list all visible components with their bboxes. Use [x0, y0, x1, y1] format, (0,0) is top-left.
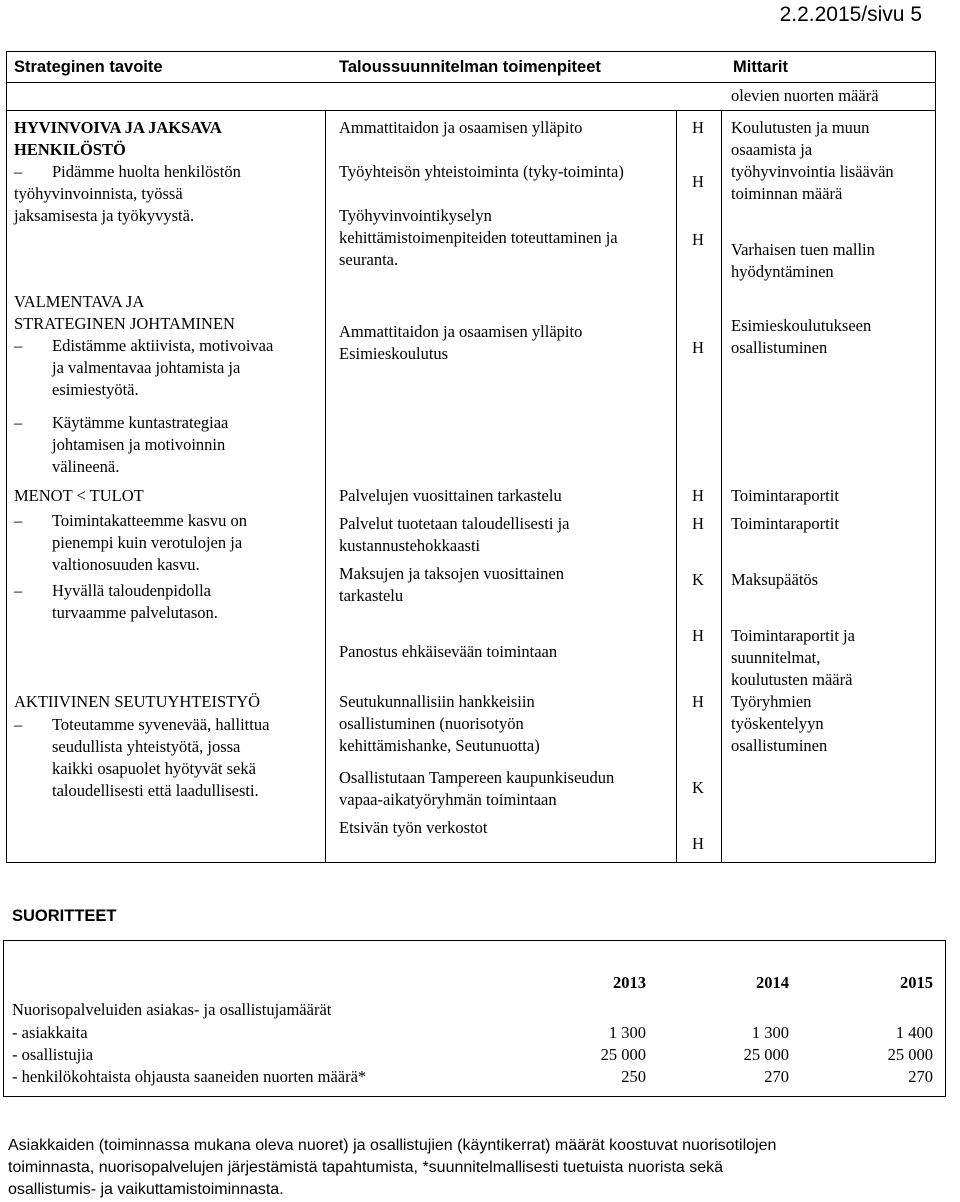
table-cell: 25 000 [743, 1045, 789, 1064]
table-cell: 270 [764, 1067, 789, 1086]
metric-item: Toimintaraportit [731, 486, 839, 505]
goal-title: AKTIIVINEN SEUTUYHTEISTYÖ [14, 692, 261, 711]
year-header: 2015 [900, 973, 933, 992]
footnote: Asiakkaiden (toiminnassa mukana oleva nuoret) ja osallistujien (käyntikerrat) määrät koostuvat nuorisotilojen toiminnasta, nuorisopalvelujen järjestämistä tapahtumista, *suunnitelmallisesti tuetuista nuorista sekä osallistumis- ja vaikuttamistoiminnasta. [8, 1137, 777, 1198]
goal-item: Toimintakatteemme kasvu on pienempi kuin verotulojen ja valtionosuuden kasvu. [52, 511, 247, 574]
bullet-dash: – [14, 715, 23, 734]
action-item: Ammattitaidon ja osaamisen ylläpito [339, 118, 583, 137]
goal-item: Edistämme aktiivista, motivoivaa ja valmentavaa johtamista ja esimiestyötä. [52, 336, 274, 399]
table-cell: 1 300 [751, 1023, 789, 1042]
bullet-dash: – [14, 581, 23, 600]
metric-item: Työryhmien työskentelyyn osallistuminen [731, 692, 828, 755]
goal-item: Käytämme kuntastrategiaa johtamisen ja motivoinnin välineenä. [52, 413, 229, 476]
table-cell: 25 000 [887, 1045, 933, 1064]
metric-item: Esimieskoulutukseen osallistuminen [731, 316, 872, 357]
responsibility-code: H [692, 626, 704, 645]
action-item: Etsivän työn verkostot [339, 818, 488, 837]
action-item: Palvelujen vuosittainen tarkastelu [339, 486, 562, 505]
metric-item: Maksupäätös [731, 570, 819, 589]
action-item: Panostus ehkäisevään toimintaan [339, 642, 558, 661]
bullet-dash: – [14, 511, 23, 530]
table-cell: 25 000 [600, 1045, 646, 1064]
bullet-dash: – [14, 336, 23, 355]
header-indicators: Mittarit [733, 58, 788, 76]
table-cell: 250 [621, 1067, 646, 1086]
table-row-label: - osallistujia [12, 1045, 94, 1064]
responsibility-code: H [692, 118, 704, 137]
action-item: Palvelut tuotetaan taloudellisesti ja kustannustehokkaasti [339, 514, 570, 555]
action-item: Seutukunnallisiin hankkeisiin osallistuminen (nuorisotyön kehittämishanke, Seutunuotta) [339, 692, 540, 755]
header-divider [6, 82, 936, 83]
column-divider-3 [721, 110, 722, 863]
responsibility-code: H [692, 692, 704, 711]
table-cell: 270 [908, 1067, 933, 1086]
goal-item: Toteutamme syvenevää, hallittua seudullista yhteistyötä, jossa kaikki osapuolet hyötyvät sekä taloudellisesti että laadullisesti. [52, 715, 270, 800]
bullet-dash: – [14, 413, 23, 432]
goal-item: Hyvällä taloudenpidolla turvaamme palvelutason. [52, 581, 218, 622]
table-cell: 1 300 [608, 1023, 646, 1042]
responsibility-code: H [692, 230, 704, 249]
goal-title: MENOT < TULOT [14, 486, 144, 505]
action-item: Maksujen ja taksojen vuosittainen tarkastelu [339, 564, 564, 605]
goal-item: Pidämme huolta henkilöstön [52, 162, 241, 181]
goal-title: VALMENTAVA JA STRATEGINEN JOHTAMINEN [14, 292, 235, 333]
goal-title: HYVINVOIVA JA JAKSAVA HENKILÖSTÖ [14, 118, 222, 159]
responsibility-code: H [692, 172, 704, 191]
metric-item: Toimintaraportit [731, 514, 839, 533]
year-header: 2014 [756, 973, 789, 992]
table-row-label: - henkilökohtaista ohjausta saaneiden nuorten määrä* [12, 1067, 367, 1086]
column-divider-1 [325, 110, 326, 863]
table-row-label: - asiakkaita [12, 1023, 88, 1042]
bullet-dash: – [14, 162, 23, 181]
metric-item: Varhaisen tuen mallin hyödyntäminen [731, 240, 875, 281]
column-divider-2 [676, 110, 677, 863]
action-item: Työyhteisön yhteistoiminta (tyky-toiminta) [339, 162, 624, 181]
responsibility-code: H [692, 338, 704, 357]
year-header: 2013 [613, 973, 646, 992]
section-title: SUORITTEET [12, 907, 117, 925]
subheader-divider [6, 110, 936, 111]
action-item: Työhyvinvointikyselyn kehittämistoimenpiteiden toteuttaminen ja seuranta. [339, 206, 618, 269]
table-cell: 1 400 [895, 1023, 933, 1042]
action-item: Ammattitaidon ja osaamisen ylläpito Esimieskoulutus [339, 322, 583, 363]
responsibility-code: H [692, 834, 704, 853]
responsibility-code: H [692, 486, 704, 505]
header-indicators-sub: olevien nuorten määrä [731, 86, 879, 105]
header-measures: Taloussuunnitelman toimenpiteet [339, 58, 601, 76]
responsibility-code: K [692, 570, 704, 589]
table-heading: Nuorisopalveluiden asiakas- ja osallistujamäärät [12, 1000, 332, 1019]
header-strategic-goal: Strateginen tavoite [14, 58, 163, 76]
responsibility-code: H [692, 514, 704, 533]
page-number: 2.2.2015/sivu 5 [779, 3, 922, 26]
metric-item: Koulutusten ja muun osaamista ja työhyvinvointia lisäävän toiminnan määrä [731, 118, 894, 203]
action-item: Osallistutaan Tampereen kaupunkiseudun vapaa-aikatyöryhmän toimintaan [339, 768, 615, 809]
metric-item: Toimintaraportit ja suunnitelmat, koulutusten määrä [731, 626, 855, 689]
responsibility-code: K [692, 778, 704, 797]
goal-item-cont: työhyvinvoinnista, työssä jaksamisesta ja työkyvystä. [14, 184, 195, 225]
